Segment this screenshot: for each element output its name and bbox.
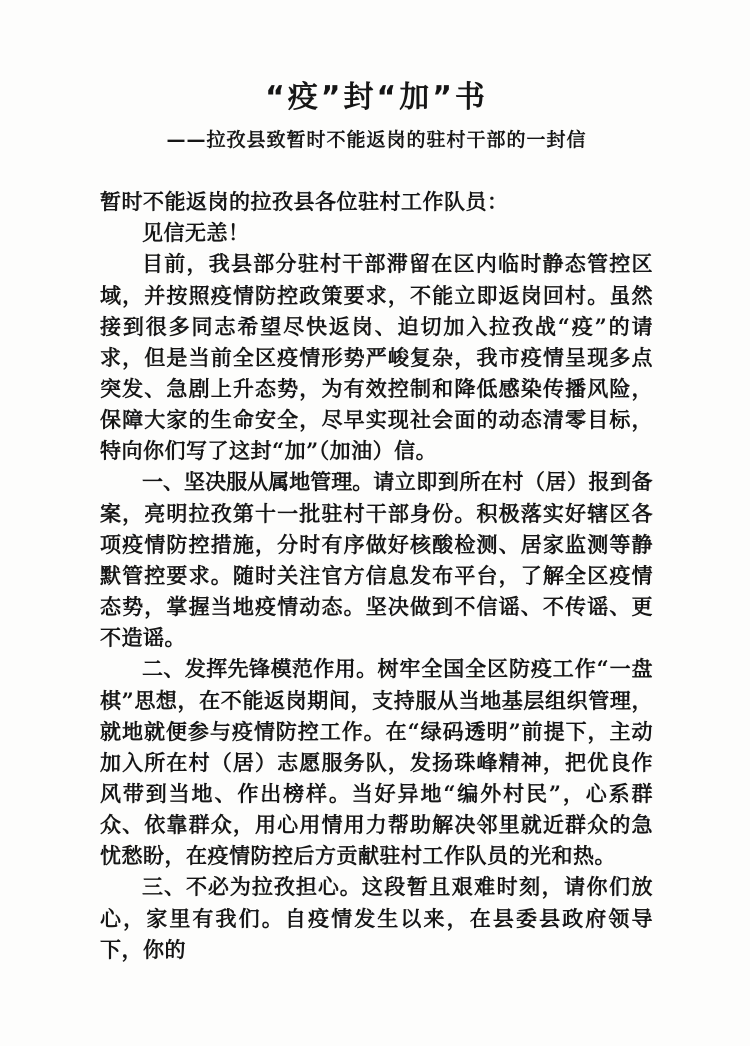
- letter-subtitle: ——拉孜县致暂时不能返岗的驻村干部的一封信: [166, 129, 587, 151]
- letter-title: “疫”封“加”书: [265, 80, 488, 115]
- paragraph-section-2-text: 树牢全国全区防疫工作“一盘棋”思想，在不能返岗期间，支持服从当地基层组织管理，就地就便参与疫情防控工作。在“绿码透明”前提下，主动加入所在村（居）志愿服务队，发扬珠峰精神，把优良作风带到当地、作出榜样。当好异地“编外村民”，心系群众、依靠群众，用心用情用力帮助解决邻里就近群众的急忧愁盼，在疫情防控后方贡献驻村工作队员的光和热。: [100, 656, 654, 868]
- paragraph-section-3: [100, 871, 653, 965]
- salutation-line: 暂时不能返岗的拉孜县各位驻村工作队员：: [100, 189, 509, 214]
- paragraph-section-3-text: 这段暂且艰难时刻，请你们放心，家里有我们。自疫情发生以来，在县委县政府领导下，你的: [100, 874, 654, 962]
- paragraph-section-3-lead: 三、不必为拉孜担心。: [142, 875, 362, 899]
- greeting-line: 见信无恙！: [142, 220, 250, 245]
- letter-body: [100, 186, 653, 965]
- paragraph-section-1-text: 请立即到所在村（居）报到备案，亮明拉孜第十一批驻村干部身份。积极落实好辖区各项疫情防控措施，分时有序做好核酸检测、居家监测等静默管控要求。随时关注官方信息发布平台，了解全区疫情态势，掌握当地疫情动态。坚决做到不信谣、不传谣、更不造谣。: [100, 469, 654, 650]
- paragraph-section-1: [100, 466, 653, 653]
- letter-content: [100, 80, 653, 965]
- paragraph-section-2: [100, 653, 653, 871]
- paragraph-intro: [100, 248, 653, 466]
- paragraph-section-2-lead: 二、发挥先锋模范作用。: [142, 657, 378, 681]
- paragraph-intro-text: 目前，我县部分驻村干部滞留在区内临时静态管控区域，并按照疫情防控政策要求，不能立即返岗回村。虽然接到很多同志希望尽快返岗、迫切加入拉孜战“疫”的请求，但是当前全区疫情形势严峻复杂，我市疫情呈现多点突发、急剧上升态势，为有效控制和降低感染传播风险，保障大家的生命安全，尽早实现社会面的动态清零目标，特向你们写了这封“加”（加油）信。: [100, 251, 653, 463]
- paragraph-section-1-lead: 一、坚决服从属地管理。: [142, 470, 374, 494]
